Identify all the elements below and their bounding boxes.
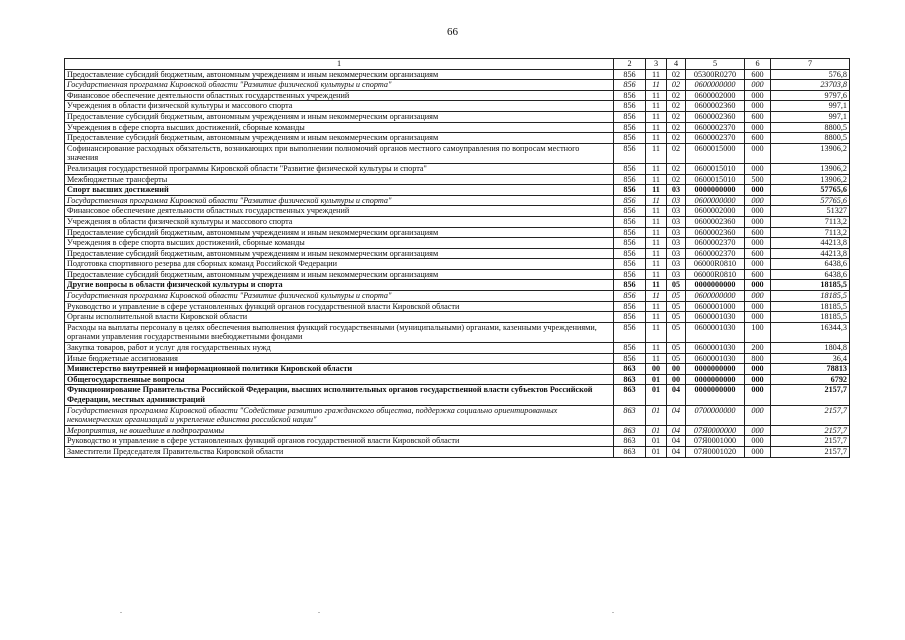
cell-subsection: 04 bbox=[667, 425, 686, 436]
cell-subsection: 03 bbox=[667, 216, 686, 227]
cell-target-article: 0600015000 bbox=[686, 143, 745, 163]
cell-subsection: 00 bbox=[667, 364, 686, 375]
cell-target-article: 07Я0001000 bbox=[686, 436, 745, 447]
cell-target-article: 0600001030 bbox=[686, 312, 745, 323]
cell-admin-code: 856 bbox=[614, 227, 646, 238]
cell-subsection: 02 bbox=[667, 143, 686, 163]
table-row bbox=[65, 425, 850, 436]
cell-admin-code: 856 bbox=[614, 101, 646, 112]
column-header-3: 3 bbox=[646, 59, 667, 70]
column-header-2: 2 bbox=[614, 59, 646, 70]
cell-amount: 13906,2 bbox=[771, 174, 850, 185]
table-row bbox=[65, 385, 850, 405]
cell-amount: 9797,6 bbox=[771, 90, 850, 101]
cell-name: Другие вопросы в области физической культуры и спорта bbox=[65, 280, 614, 291]
table-row bbox=[65, 195, 850, 206]
cell-admin-code: 863 bbox=[614, 425, 646, 436]
table-row bbox=[65, 322, 850, 342]
cell-amount: 1804,8 bbox=[771, 343, 850, 354]
cell-target-article: 0600002370 bbox=[686, 122, 745, 133]
table-row bbox=[65, 174, 850, 185]
cell-section: 11 bbox=[646, 248, 667, 259]
cell-subsection: 04 bbox=[667, 436, 686, 447]
cell-section: 11 bbox=[646, 143, 667, 163]
table-row bbox=[65, 216, 850, 227]
cell-admin-code: 863 bbox=[614, 374, 646, 385]
cell-target-article: 0600002360 bbox=[686, 216, 745, 227]
cell-subsection: 02 bbox=[667, 80, 686, 91]
cell-expense-type: 000 bbox=[745, 101, 771, 112]
table-row bbox=[65, 291, 850, 302]
cell-subsection: 00 bbox=[667, 374, 686, 385]
cell-amount: 2157,7 bbox=[771, 385, 850, 405]
cell-admin-code: 856 bbox=[614, 80, 646, 91]
cell-expense-type: 000 bbox=[745, 301, 771, 312]
cell-name: Органы исполнительной власти Кировской области bbox=[65, 312, 614, 323]
cell-expense-type: 000 bbox=[745, 364, 771, 375]
table-row bbox=[65, 206, 850, 217]
cell-admin-code: 856 bbox=[614, 343, 646, 354]
cell-subsection: 04 bbox=[667, 385, 686, 405]
cell-name: Реализация государственной программы Кировской области "Развитие физической культуры и спорта" bbox=[65, 163, 614, 174]
cell-expense-type: 000 bbox=[745, 143, 771, 163]
cell-target-article: 0600001030 bbox=[686, 353, 745, 364]
cell-expense-type: 200 bbox=[745, 343, 771, 354]
cell-admin-code: 856 bbox=[614, 185, 646, 196]
cell-admin-code: 856 bbox=[614, 322, 646, 342]
cell-expense-type: 000 bbox=[745, 195, 771, 206]
cell-subsection: 02 bbox=[667, 163, 686, 174]
cell-subsection: 03 bbox=[667, 248, 686, 259]
cell-subsection: 05 bbox=[667, 301, 686, 312]
cell-name: Иные бюджетные ассигнования bbox=[65, 353, 614, 364]
cell-name: Функционирование Правительства Российской Федерации, высших исполнительных органов государственной власти субъектов Российской Федерации, местных администраций bbox=[65, 385, 614, 405]
cell-name: Государственная программа Кировской области "Развитие физической культуры и спорта" bbox=[65, 291, 614, 302]
column-header-5: 5 bbox=[686, 59, 745, 70]
cell-subsection: 02 bbox=[667, 90, 686, 101]
cell-name: Межбюджетные трансферты bbox=[65, 174, 614, 185]
cell-subsection: 03 bbox=[667, 185, 686, 196]
table-row bbox=[65, 353, 850, 364]
cell-expense-type: 000 bbox=[745, 374, 771, 385]
cell-admin-code: 856 bbox=[614, 280, 646, 291]
scan-mark bbox=[318, 612, 320, 613]
cell-expense-type: 000 bbox=[745, 291, 771, 302]
cell-name: Учреждения в области физической культуры и массового спорта bbox=[65, 216, 614, 227]
cell-name: Общегосударственные вопросы bbox=[65, 374, 614, 385]
cell-amount: 7113,2 bbox=[771, 227, 850, 238]
table-row bbox=[65, 163, 850, 174]
cell-target-article: 0600002360 bbox=[686, 227, 745, 238]
cell-name: Предоставление субсидий бюджетным, автономным учреждениям и иным некоммерческим организациям bbox=[65, 248, 614, 259]
cell-amount: 44213,8 bbox=[771, 238, 850, 249]
cell-target-article: 0600002360 bbox=[686, 111, 745, 122]
column-header-1: 1 bbox=[65, 59, 614, 70]
cell-name: Государственная программа Кировской области "Развитие физической культуры и спорта" bbox=[65, 80, 614, 91]
cell-amount: 997,1 bbox=[771, 111, 850, 122]
cell-target-article: 0000000000 bbox=[686, 364, 745, 375]
scan-mark bbox=[612, 612, 614, 613]
cell-admin-code: 863 bbox=[614, 436, 646, 447]
cell-expense-type: 000 bbox=[745, 163, 771, 174]
cell-subsection: 05 bbox=[667, 322, 686, 342]
cell-target-article: 05300R0270 bbox=[686, 69, 745, 80]
cell-admin-code: 856 bbox=[614, 174, 646, 185]
cell-expense-type: 600 bbox=[745, 248, 771, 259]
cell-admin-code: 856 bbox=[614, 353, 646, 364]
cell-target-article: 06000R0810 bbox=[686, 259, 745, 270]
cell-section: 01 bbox=[646, 446, 667, 457]
cell-section: 11 bbox=[646, 322, 667, 342]
cell-expense-type: 000 bbox=[745, 80, 771, 91]
cell-section: 11 bbox=[646, 163, 667, 174]
cell-admin-code: 856 bbox=[614, 238, 646, 249]
cell-name: Финансовое обеспечение деятельности областных государственных учреждений bbox=[65, 206, 614, 217]
table-row bbox=[65, 133, 850, 144]
cell-amount: 78813 bbox=[771, 364, 850, 375]
cell-amount: 36,4 bbox=[771, 353, 850, 364]
cell-admin-code: 856 bbox=[614, 216, 646, 227]
cell-admin-code: 856 bbox=[614, 122, 646, 133]
cell-name: Подготовка спортивного резерва для сборных команд Российской Федерации bbox=[65, 259, 614, 270]
cell-admin-code: 856 bbox=[614, 111, 646, 122]
cell-subsection: 03 bbox=[667, 259, 686, 270]
cell-expense-type: 000 bbox=[745, 122, 771, 133]
cell-target-article: 0600000000 bbox=[686, 195, 745, 206]
cell-admin-code: 856 bbox=[614, 301, 646, 312]
cell-amount: 18185,5 bbox=[771, 280, 850, 291]
cell-section: 11 bbox=[646, 291, 667, 302]
cell-subsection: 03 bbox=[667, 206, 686, 217]
table-row bbox=[65, 238, 850, 249]
cell-target-article: 0600002370 bbox=[686, 248, 745, 259]
table-row bbox=[65, 143, 850, 163]
cell-admin-code: 856 bbox=[614, 248, 646, 259]
cell-name: Финансовое обеспечение деятельности областных государственных учреждений bbox=[65, 90, 614, 101]
cell-amount: 997,1 bbox=[771, 101, 850, 112]
cell-target-article: 0000000000 bbox=[686, 374, 745, 385]
column-header-7: 7 bbox=[771, 59, 850, 70]
cell-admin-code: 856 bbox=[614, 69, 646, 80]
cell-target-article: 0600002360 bbox=[686, 101, 745, 112]
cell-subsection: 05 bbox=[667, 280, 686, 291]
cell-expense-type: 000 bbox=[745, 280, 771, 291]
cell-name: Учреждения в сфере спорта высших достижений, сборные команды bbox=[65, 122, 614, 133]
cell-target-article: 0600015010 bbox=[686, 174, 745, 185]
table-row bbox=[65, 259, 850, 270]
cell-subsection: 05 bbox=[667, 353, 686, 364]
cell-section: 11 bbox=[646, 312, 667, 323]
cell-amount: 23703,8 bbox=[771, 80, 850, 91]
cell-expense-type: 000 bbox=[745, 405, 771, 425]
cell-target-article: 0000000000 bbox=[686, 280, 745, 291]
cell-target-article: 0600001030 bbox=[686, 322, 745, 342]
cell-expense-type: 000 bbox=[745, 185, 771, 196]
cell-subsection: 02 bbox=[667, 111, 686, 122]
cell-expense-type: 600 bbox=[745, 111, 771, 122]
cell-expense-type: 000 bbox=[745, 206, 771, 217]
cell-amount: 18185,5 bbox=[771, 291, 850, 302]
cell-section: 11 bbox=[646, 69, 667, 80]
column-number-row bbox=[65, 59, 850, 70]
table-row bbox=[65, 446, 850, 457]
cell-subsection: 02 bbox=[667, 101, 686, 112]
cell-expense-type: 000 bbox=[745, 90, 771, 101]
budget-table bbox=[64, 58, 850, 458]
table-row bbox=[65, 312, 850, 323]
cell-admin-code: 856 bbox=[614, 269, 646, 280]
cell-section: 11 bbox=[646, 280, 667, 291]
cell-amount: 6792 bbox=[771, 374, 850, 385]
table-body bbox=[65, 69, 850, 457]
cell-expense-type: 500 bbox=[745, 174, 771, 185]
cell-section: 11 bbox=[646, 80, 667, 91]
table-row bbox=[65, 374, 850, 385]
cell-target-article: 0600002370 bbox=[686, 133, 745, 144]
cell-name: Мероприятия, не вошедшие в подпрограммы bbox=[65, 425, 614, 436]
cell-subsection: 02 bbox=[667, 133, 686, 144]
cell-target-article: 07Я0000000 bbox=[686, 425, 745, 436]
scan-mark bbox=[120, 612, 122, 613]
table-row bbox=[65, 111, 850, 122]
cell-section: 11 bbox=[646, 185, 667, 196]
table-row bbox=[65, 436, 850, 447]
cell-section: 11 bbox=[646, 353, 667, 364]
cell-name: Спорт высших достижений bbox=[65, 185, 614, 196]
cell-section: 11 bbox=[646, 174, 667, 185]
cell-expense-type: 000 bbox=[745, 436, 771, 447]
cell-section: 01 bbox=[646, 425, 667, 436]
cell-section: 11 bbox=[646, 216, 667, 227]
cell-name: Министерство внутренней и информационной политики Кировской области bbox=[65, 364, 614, 375]
table-row bbox=[65, 301, 850, 312]
table-row bbox=[65, 185, 850, 196]
cell-section: 01 bbox=[646, 374, 667, 385]
cell-amount: 8800,5 bbox=[771, 122, 850, 133]
cell-amount: 13906,2 bbox=[771, 163, 850, 174]
cell-expense-type: 000 bbox=[745, 259, 771, 270]
cell-amount: 2157,7 bbox=[771, 425, 850, 436]
cell-section: 00 bbox=[646, 364, 667, 375]
cell-subsection: 05 bbox=[667, 343, 686, 354]
cell-expense-type: 600 bbox=[745, 69, 771, 80]
cell-admin-code: 863 bbox=[614, 405, 646, 425]
cell-name: Предоставление субсидий бюджетным, автономным учреждениям и иным некоммерческим организациям bbox=[65, 269, 614, 280]
cell-section: 11 bbox=[646, 101, 667, 112]
cell-name: Предоставление субсидий бюджетным, автономным учреждениям и иным некоммерческим организациям bbox=[65, 133, 614, 144]
cell-subsection: 05 bbox=[667, 312, 686, 323]
cell-amount: 2157,7 bbox=[771, 446, 850, 457]
cell-section: 11 bbox=[646, 122, 667, 133]
cell-amount: 18185,5 bbox=[771, 312, 850, 323]
table-row bbox=[65, 80, 850, 91]
cell-amount: 8800,5 bbox=[771, 133, 850, 144]
cell-expense-type: 000 bbox=[745, 385, 771, 405]
cell-amount: 576,8 bbox=[771, 69, 850, 80]
cell-subsection: 04 bbox=[667, 405, 686, 425]
table-row bbox=[65, 405, 850, 425]
cell-amount: 6438,6 bbox=[771, 259, 850, 270]
cell-expense-type: 800 bbox=[745, 353, 771, 364]
cell-amount: 7113,2 bbox=[771, 216, 850, 227]
cell-section: 01 bbox=[646, 436, 667, 447]
cell-subsection: 03 bbox=[667, 195, 686, 206]
cell-admin-code: 863 bbox=[614, 446, 646, 457]
cell-amount: 13906,2 bbox=[771, 143, 850, 163]
column-header-4: 4 bbox=[667, 59, 686, 70]
cell-subsection: 02 bbox=[667, 122, 686, 133]
cell-amount: 2157,7 bbox=[771, 436, 850, 447]
cell-admin-code: 856 bbox=[614, 291, 646, 302]
cell-subsection: 03 bbox=[667, 269, 686, 280]
cell-target-article: 0600015010 bbox=[686, 163, 745, 174]
table-row bbox=[65, 343, 850, 354]
cell-subsection: 03 bbox=[667, 238, 686, 249]
cell-subsection: 03 bbox=[667, 227, 686, 238]
cell-amount: 18185,5 bbox=[771, 301, 850, 312]
cell-amount: 57765,6 bbox=[771, 195, 850, 206]
cell-target-article: 0000000000 bbox=[686, 185, 745, 196]
cell-amount: 44213,8 bbox=[771, 248, 850, 259]
table-row bbox=[65, 101, 850, 112]
cell-admin-code: 856 bbox=[614, 195, 646, 206]
cell-expense-type: 100 bbox=[745, 322, 771, 342]
cell-section: 11 bbox=[646, 343, 667, 354]
cell-admin-code: 856 bbox=[614, 90, 646, 101]
cell-admin-code: 856 bbox=[614, 143, 646, 163]
table-header bbox=[65, 59, 850, 70]
cell-name: Расходы на выплаты персоналу в целях обеспечения выполнения функций государственными (муниципальными) органами, казенными учреждениями, органами управления государственными внебюджетными фондами bbox=[65, 322, 614, 342]
cell-section: 11 bbox=[646, 238, 667, 249]
cell-target-article: 0600001000 bbox=[686, 301, 745, 312]
cell-section: 11 bbox=[646, 90, 667, 101]
cell-expense-type: 000 bbox=[745, 238, 771, 249]
cell-target-article: 06000R0810 bbox=[686, 269, 745, 280]
cell-expense-type: 600 bbox=[745, 133, 771, 144]
table-row bbox=[65, 227, 850, 238]
cell-name: Заместители Председателя Правительства Кировской области bbox=[65, 446, 614, 457]
cell-name: Закупка товаров, работ и услуг для государственных нужд bbox=[65, 343, 614, 354]
cell-amount: 51327 bbox=[771, 206, 850, 217]
cell-expense-type: 000 bbox=[745, 446, 771, 457]
cell-target-article: 0600002000 bbox=[686, 90, 745, 101]
cell-name: Государственная программа Кировской области "Содействие развитию гражданского общества, поддержка социально ориентированных некоммерческих организаций и укрепление единства российской нации" bbox=[65, 405, 614, 425]
column-header-6: 6 bbox=[745, 59, 771, 70]
cell-target-article: 0700000000 bbox=[686, 405, 745, 425]
cell-section: 11 bbox=[646, 301, 667, 312]
table-row bbox=[65, 269, 850, 280]
cell-section: 01 bbox=[646, 405, 667, 425]
cell-amount: 6438,6 bbox=[771, 269, 850, 280]
cell-target-article: 0000000000 bbox=[686, 385, 745, 405]
cell-expense-type: 000 bbox=[745, 425, 771, 436]
cell-admin-code: 856 bbox=[614, 259, 646, 270]
cell-target-article: 0600002370 bbox=[686, 238, 745, 249]
cell-name: Предоставление субсидий бюджетным, автономным учреждениям и иным некоммерческим организациям bbox=[65, 69, 614, 80]
page-number: 66 bbox=[447, 26, 458, 38]
cell-amount: 57765,6 bbox=[771, 185, 850, 196]
cell-section: 01 bbox=[646, 385, 667, 405]
table-row bbox=[65, 280, 850, 291]
cell-admin-code: 856 bbox=[614, 206, 646, 217]
cell-subsection: 05 bbox=[667, 291, 686, 302]
cell-admin-code: 856 bbox=[614, 133, 646, 144]
cell-name: Руководство и управление в сфере установленных функций органов государственной власти Кировской области bbox=[65, 301, 614, 312]
cell-expense-type: 000 bbox=[745, 312, 771, 323]
cell-admin-code: 856 bbox=[614, 312, 646, 323]
cell-section: 11 bbox=[646, 206, 667, 217]
cell-expense-type: 600 bbox=[745, 227, 771, 238]
cell-section: 11 bbox=[646, 111, 667, 122]
cell-admin-code: 863 bbox=[614, 385, 646, 405]
cell-section: 11 bbox=[646, 195, 667, 206]
table-row bbox=[65, 122, 850, 133]
cell-name: Учреждения в области физической культуры и массового спорта bbox=[65, 101, 614, 112]
cell-name: Государственная программа Кировской области "Развитие физической культуры и спорта" bbox=[65, 195, 614, 206]
cell-section: 11 bbox=[646, 133, 667, 144]
cell-target-article: 0600001030 bbox=[686, 343, 745, 354]
cell-section: 11 bbox=[646, 269, 667, 280]
cell-section: 11 bbox=[646, 227, 667, 238]
cell-target-article: 0600000000 bbox=[686, 80, 745, 91]
cell-name: Софинансирование расходных обязательств, возникающих при выполнении полномочий органов местного самоуправления по вопросам местного значения bbox=[65, 143, 614, 163]
cell-amount: 2157,7 bbox=[771, 405, 850, 425]
cell-target-article: 0600000000 bbox=[686, 291, 745, 302]
table-row bbox=[65, 248, 850, 259]
cell-expense-type: 000 bbox=[745, 216, 771, 227]
table-row bbox=[65, 90, 850, 101]
cell-target-article: 0600002000 bbox=[686, 206, 745, 217]
cell-name: Руководство и управление в сфере установленных функций органов государственной власти Кировской области bbox=[65, 436, 614, 447]
table-row bbox=[65, 364, 850, 375]
cell-subsection: 02 bbox=[667, 174, 686, 185]
cell-amount: 16344,3 bbox=[771, 322, 850, 342]
table-row bbox=[65, 69, 850, 80]
cell-name: Предоставление субсидий бюджетным, автономным учреждениям и иным некоммерческим организациям bbox=[65, 111, 614, 122]
cell-expense-type: 600 bbox=[745, 269, 771, 280]
cell-admin-code: 856 bbox=[614, 163, 646, 174]
cell-subsection: 04 bbox=[667, 446, 686, 457]
cell-subsection: 02 bbox=[667, 69, 686, 80]
cell-admin-code: 863 bbox=[614, 364, 646, 375]
cell-name: Предоставление субсидий бюджетным, автономным учреждениям и иным некоммерческим организациям bbox=[65, 227, 614, 238]
cell-section: 11 bbox=[646, 259, 667, 270]
cell-name: Учреждения в сфере спорта высших достижений, сборные команды bbox=[65, 238, 614, 249]
cell-target-article: 07Я0001020 bbox=[686, 446, 745, 457]
